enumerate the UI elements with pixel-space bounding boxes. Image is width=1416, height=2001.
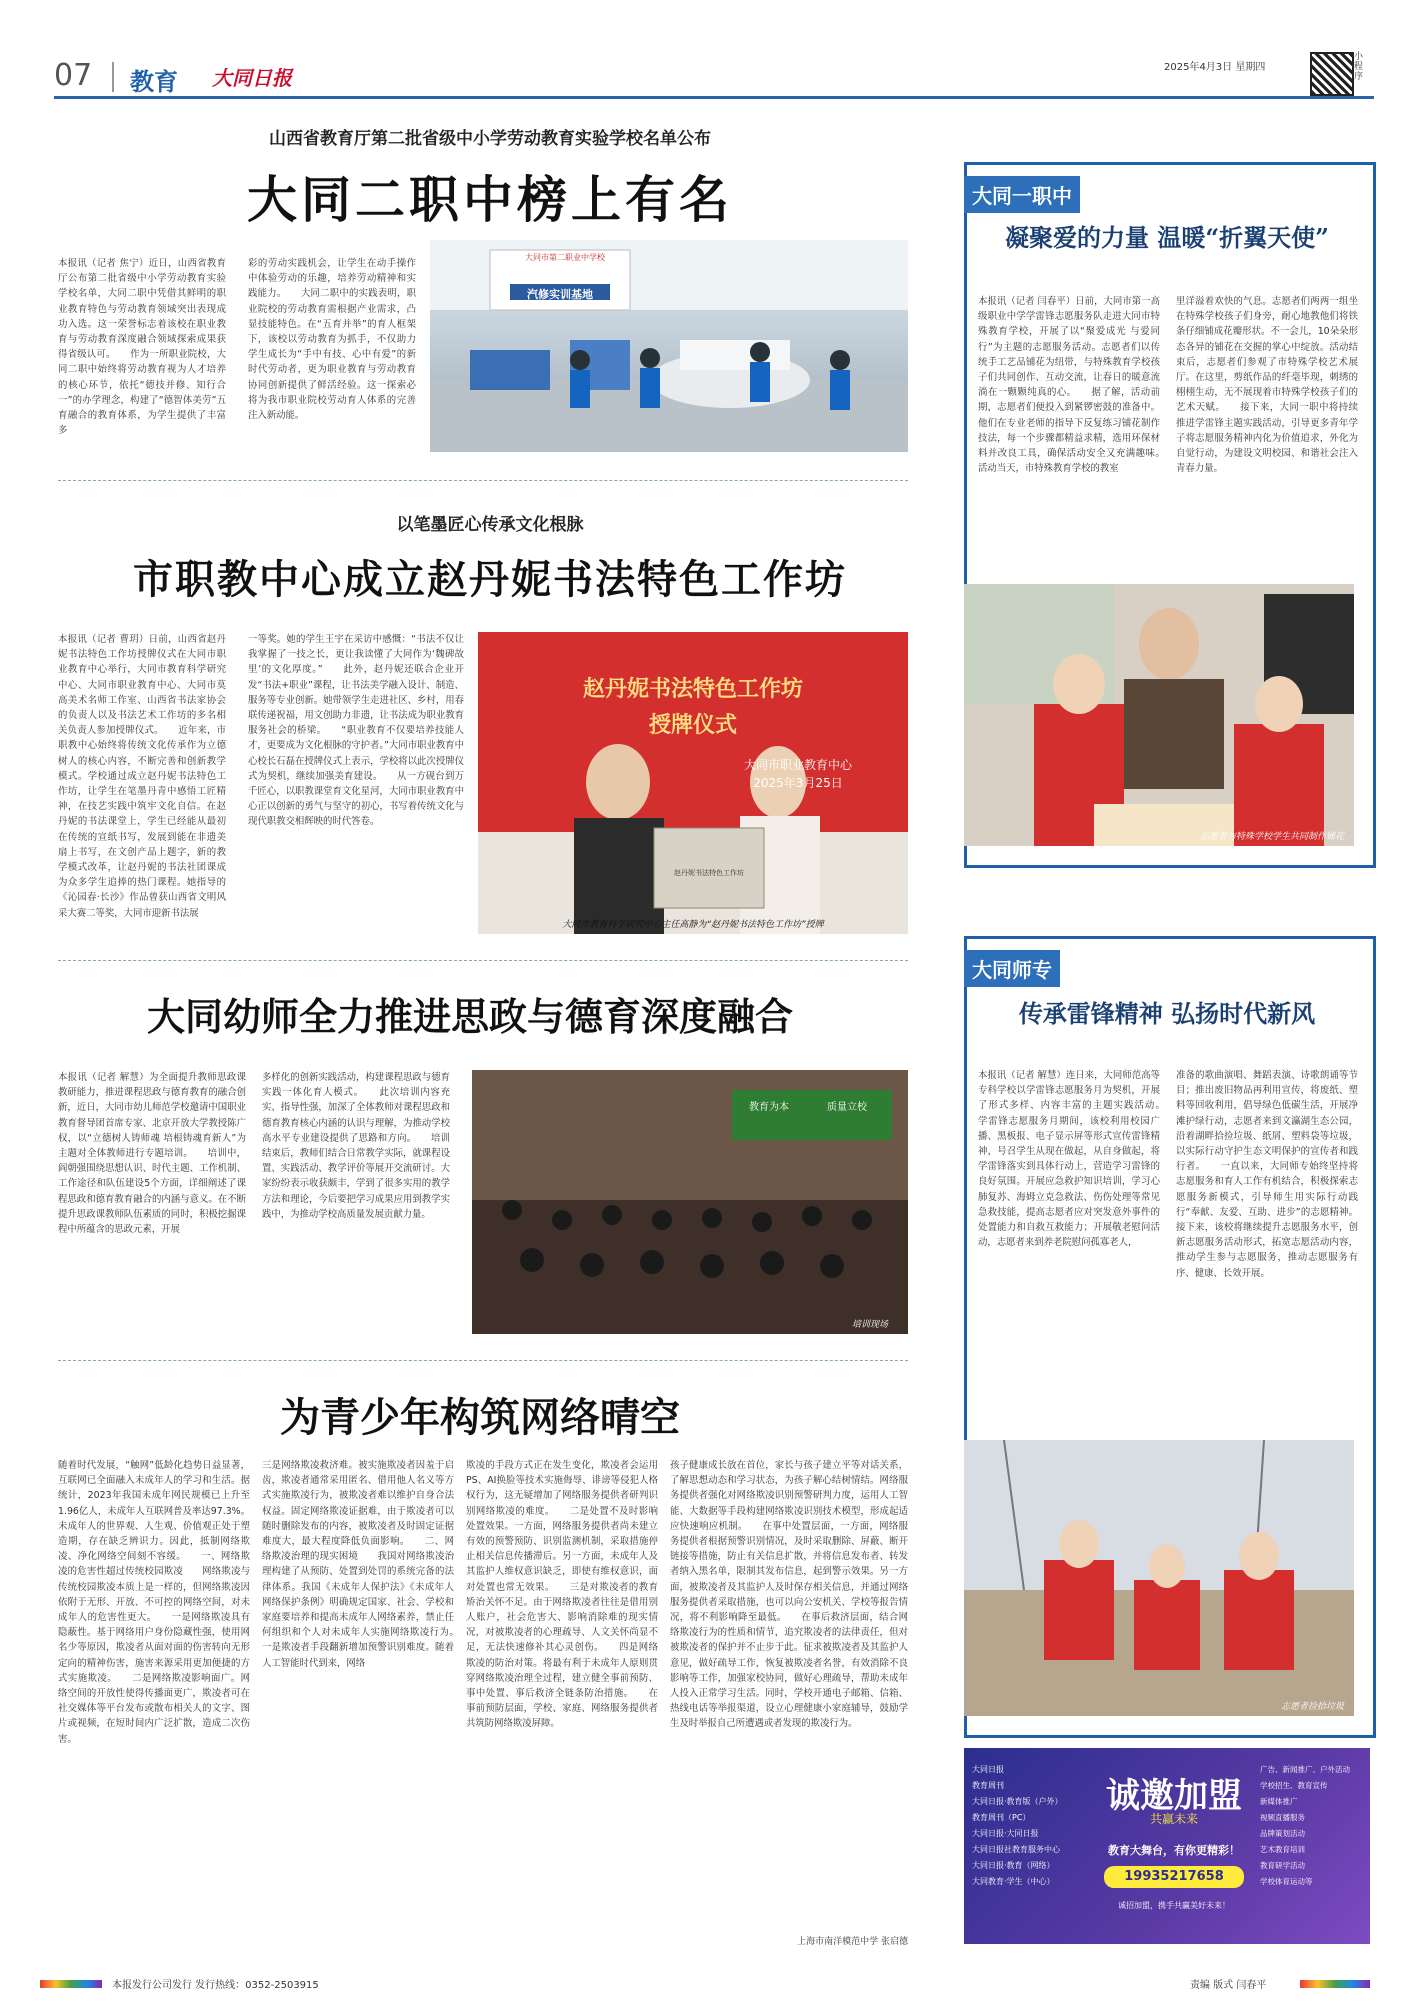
ad-subtitle: 共赢未来	[1149, 1812, 1198, 1826]
qr-label: 小程序	[1354, 52, 1364, 82]
article4-col1: 随着时代发展，“触网”低龄化趋势日益显著，互联网已全面融入未成年人的学习和生活。据统计，2023年我国未成年网民规模已上升至1.96亿人，未成年人互联网普及率达97.3%。未成年人的世界观、人生观、价值观正处于塑造期，存在缺乏辨识力。因此，抵制网络欺凌、净化网络空间刻不容缓。 一、网络欺凌的危害性超过传统校园欺凌 网络欺凌与传统校园欺凌本质上是一样的，但网络欺凌因依附于无形、开放、不可控的网络空间，对未成年人的危害性更大。 一是网络欺凌具有隐蔽性。基于网络用户身份隐藏性强，使用网名少等原因，欺凌者从面对面的伤害转向无形定向的精神伤害，施害来源采用更加便捷的方式实施欺凌。 二是网络欺凌影响面广。网络空间的开放性使得传播面更广，欺凌者可在社交媒体等平台发布或散布相关人的文字、图片或视频，在短时间内广泛扩散，造成二次伤害。	[58, 1460, 250, 1745]
poster-date: 2025年3月25日	[753, 776, 843, 790]
article1-kicker: 山西省教育厅第二批省级中小学劳动教育实验学校名单公布	[269, 129, 711, 149]
sidebar2-photo	[964, 1440, 1354, 1716]
plaque-text: 赵丹妮书法特色工作坊	[674, 869, 744, 877]
article2-col1: 本报讯（记者 曹玥）日前，山西省赵丹妮书法特色工作坊授牌仪式在大同市职业教育中心举行，大同市教育科学研究中心、大同市职业教育中心、大同市莫高美术名师工作室、山西省书法家协会的负责人以及书法艺术工作坊的多名相关负责人参加授牌仪式。 近年来，市职教中心始终将传统文化传承作为立德树人的核心内容，不断完善和创新教学模式。学校通过成立赵丹妮书法特色工作坊，让学生在笔墨丹青中感悟工匠精神，在技艺实践中筑牢文化自信。在赵丹妮的书法课堂上，学生已经能从最初在传统的宣纸书写，发展到能在非遗美扇上书写，在文创产品上题字，新的教学模式改革，让赵丹妮的书法社团课成为众多学生追捧的热门课程。她指导的《沁园春·长沙》作品曾获山西省文明风采大赛二等奖，大同市迎新书法展	[58, 634, 226, 919]
article3-photo	[472, 1070, 908, 1334]
ad-left-item: 大同日报	[972, 1765, 1004, 1774]
footer-left: 本报发行公司发行 发行热线：0352-2503915	[112, 1980, 319, 1991]
footer-right: 责编 版式 闫春平	[1190, 1980, 1267, 1991]
ad-right-item: 学校招生、教育宣传	[1260, 1781, 1328, 1790]
sidebar2-title: 传承雷锋精神 弘扬时代新风	[1018, 999, 1316, 1028]
ad-left-item: 大同日报·教育（网络）	[972, 1861, 1055, 1870]
footer-color-bar	[40, 1980, 102, 1988]
qr-code-icon	[1310, 52, 1354, 96]
screen-text-2: 质量立校	[827, 1102, 867, 1113]
ad-right-item: 艺术教育培训	[1260, 1845, 1305, 1854]
sidebar2-col1: 本报讯（记者 解慧）连日来，大同师范高等专科学校以学雷锋志愿服务月为契机，开展了形式多样、内容丰富的主题实践活动。 学雷锋志愿服务月期间，该校利用校园广播、黑板报、电子显示屏等形式宣传雷锋精神，号召学生从现在做起，从自身做起，将学雷锋落实到具体行动上，营造学习雷锋的良好氛围。开展应急救护知识培训，学习心肺复苏、海姆立克急救法、伤伤处理等常见急救技能，提高志愿者应对突发意外事件的处置能力和自救互救能力；开展敬老慰问活动，志愿者来到养老院慰问孤寡老人，	[978, 1070, 1160, 1249]
screen-text-1: 教育为本	[749, 1102, 789, 1113]
article1-col1: 本报讯（记者 焦宁）近日，山西省教育厅公布第二批省级中小学劳动教育实验学校名单，大同二职中凭借其鲜明的职业教育特色与劳动教育领域突出表现成功入选。这一荣誉标志着该校在职业教育与劳动教育深度融合领域探索成果获得省级认可。 作为一所职业院校，大同二职中始终将劳动教育视为人才培养的核心环节，依托“德技并修、知行合一”的办学理念，构建了“德智体美劳”五育融合的教育体系，为学生提供了丰富多	[58, 258, 226, 437]
issue-date: 2025年4月3日 星期四	[1164, 62, 1266, 73]
ad-right-list	[1260, 1762, 1366, 1890]
newspaper-logo: 大同日报	[212, 66, 292, 90]
ad-right-item: 视频直播服务	[1260, 1813, 1305, 1822]
sidebar2-tag: 大同师专	[964, 950, 1060, 987]
footer-color-bar-right	[1300, 1980, 1370, 1988]
poster-title-1: 赵丹妮书法特色工作坊	[582, 676, 803, 702]
poster-title-2: 授牌仪式	[648, 712, 737, 738]
article3-headline: 大同幼师全力推进思政与德育深度融合	[146, 994, 793, 1039]
advertisement[interactable]	[964, 1748, 1370, 1944]
sidebar1-tag: 大同一职中	[964, 176, 1080, 213]
ad-left-item: 大同日报社教育服务中心	[972, 1845, 1060, 1854]
ad-tagline: 诚招加盟，携手共赢美好未来！	[1118, 1901, 1230, 1910]
article2-headline: 市职教中心成立赵丹妮书法特色工作坊	[133, 556, 847, 603]
article4-headline: 为青少年构筑网络晴空	[280, 1394, 680, 1441]
masthead-divider	[112, 62, 114, 92]
ad-right-item: 教育研学活动	[1260, 1861, 1305, 1870]
sidebar1-caption: 志愿者与特殊学校学生共同制作铺花	[1199, 832, 1344, 842]
ad-phone-pill[interactable]	[1104, 1866, 1244, 1888]
article4-col4: 孩子健康成长放在首位，家长与孩子建立平等对话关系，了解思想动态和学习状态，为孩子解心结树情结。网络服务提供者强化对网络欺凌识别预警研判力度，运用人工智能、大数据等手段构建网络欺凌识别技术模型，形成起适应快速响应机制。 在事中处置层面，一方面，网络服务提供者根据预警识别情况，及时采取删除、屏蔽、断开链接等措施，防止有关信息扩散，并将信息发布者、转发者纳入黑名单，限制其发布信息，起到警示效果。另一方面，被欺凌者及其监护人及时保存相关信息，并通过网络服务提供者采取措施，也可以向公安机关、学校等报告情况，将不利影响降至最低。 在事后救济层面，结合网络欺凌行为的性质和情节，追究欺凌者的法律责任，但对被欺凌者的保护并不止步于此。征求被欺凌者及其监护人意见，做好疏导工作，恢复被欺凌者名誉，有效消除不良影响等工作，加强家校协同，做好心理疏导，帮助未成年人投入正常学习生活。同时，学校开通电子邮箱、信箱、热线电话等举报渠道，设立心理健康小家庭辅导，鼓励学生及时举报自己所遭遇或者发现的欺凌行为。	[670, 1460, 908, 1730]
article2-caption: 大同市教育科学研究中心主任高静为“赵丹妮书法特色工作坊”授牌	[562, 920, 824, 930]
ad-left-item: 教育周刊	[972, 1781, 1004, 1790]
ad-right-item: 学校体育运动等	[1260, 1877, 1313, 1886]
page-number: 07	[54, 58, 93, 93]
section-divider	[58, 1360, 908, 1361]
masthead-rule	[54, 96, 1374, 99]
article1-photo-banner: 大同市第二职业中学校	[525, 253, 605, 262]
article3-col2: 多样化的创新实践活动，构建课程思政与德育实践一体化育人模式。 此次培训内容充实、指导性强，加深了全体教师对课程思政和德育教育核心内涵的认识与理解，为推动学校高水平专业建设提供了思路和方向。 培训结束后，教师们结合日常教学实际，就课程设置、实践活动、教学评价等展开交流研讨。大家纷纷表示收获颇丰，学到了很多实用的教学方法和理论，今后要把学习成果应用到教学实践中，为推动学校高质量发展贡献力量。	[262, 1072, 450, 1220]
cleanup-illustration	[964, 1440, 1354, 1716]
article1-headline: 大同二职中榜上有名	[247, 170, 733, 229]
article2-photo	[478, 632, 908, 934]
sidebar1-photo	[964, 584, 1354, 846]
ad-right-item: 广告、新闻推广、户外活动	[1260, 1765, 1350, 1774]
ad-left-item: 大同教育·学生（中心）	[972, 1877, 1055, 1886]
article1-photo	[430, 240, 908, 452]
sidebar1-col1: 本报讯（记者 闫春平）日前，大同市第一高级职业中学学雷锋志愿服务队走进大同市特殊教育学校，开展了以“聚爱成光 与爱同行”为主题的志愿服务活动。志愿者们以传统手工艺品铺花为纽带，与特殊教育学校孩子们共同创作、互动交流，让春日的暖意流淌在一颗颗纯真的心。 据了解，活动前期，志愿者们便投入到紧锣密鼓的准备中。他们在专业老师的指导下反复练习铺花制作技法，每一个步骤都精益求精，选用环保材料并改良工具，确保活动安全又充满趣味。 活动当天，市特殊教育学校的教室	[978, 296, 1160, 475]
ad-left-list	[972, 1762, 1092, 1890]
section-name: 教育	[130, 67, 178, 96]
sidebar2-col2: 准备的歌曲演唱、舞蹈表演、诗歌朗诵等节目；推出废旧物品再利用宣传，将废纸、塑料等回收利用，倡导绿色低碳生活，开展净滩护绿行动，志愿者来到文瀛湖生态公园，沿着湖畔拾捡垃圾、纸屑、塑料袋等垃圾，以实际行动守护生态文明保护的宣传者和践行者。 一直以来，大同师专始终坚持将志愿服务和育人工作有机结合，积极探索志愿服务新模式，引导师生用实际行动践行“奉献、友爱、互助、进步”的志愿精神。接下来，该校将继续提升志愿服务水平，创新志愿服务活动形式，拓宽志愿活动内容，推动学生参与志愿服务，推动志愿服务有序、健康、长效开展。	[1176, 1070, 1358, 1279]
section-divider	[58, 960, 908, 961]
section-divider	[58, 480, 908, 481]
workshop-illustration	[430, 240, 908, 452]
ad-right-item: 新媒体推广	[1260, 1797, 1298, 1806]
article4-col2: 三是网络欺凌救济难。被实施欺凌者因羞于启齿，欺凌者通常采用匿名、借用他人名义等方式实施欺凌行为，被欺凌者难以维护自身合法权益。固定网络欺凌证据难，由于欺凌者可以随时删除发布的内容，被欺凌者及时固定证据难度大，最大程度降低负面影响。 二、网络欺凌治理的现实困境 我国对网络欺凌治理构建了从预防、处置到处罚的系统完备的法律体系。我国《未成年人保护法》《未成年人网络保护条例》明确规定国家、社会、学校和家庭要培养和提高未成年人网络素养，禁止任何组织和个人对未成年人实施网络欺凌行为。 一是欺凌者手段翻新增加预警识别难度。随着人工智能时代到来，网络	[262, 1460, 454, 1669]
article2-kicker: 以笔墨匠心传承文化根脉	[396, 515, 584, 535]
ad-right-item: 品牌策划活动	[1260, 1829, 1305, 1838]
article3-caption: 培训现场	[851, 1320, 888, 1330]
ad-left-item: 大同日报·教育版（户外）	[972, 1797, 1063, 1806]
ad-phone[interactable]: 19935217658	[1124, 1869, 1224, 1884]
classroom-illustration	[964, 584, 1354, 846]
sidebar1-title: 凝聚爱的力量 温暖“折翼天使”	[1005, 223, 1329, 252]
article2-col2: 一等奖。她的学生王宇在采访中感慨：“书法不仅让我掌握了一技之长，更让我读懂了大同作为‘魏碑故里’的文化厚度。” 此外，赵丹妮还联合企业开发“书法+职业”课程，让书法美学融入设计、制造、服务等专业创新。她带领学生走进社区、乡村，用春联传递祝福，用文创助力非遗，让书法成为职业教育服务社会的桥梁。 “职业教育不仅要培养技能人才，更要成为文化根脉的守护者。”大同市职业教育中心校长石磊在授牌仪式上表示，学校将以此次授牌仪式为契机，继续加强美育建设。 从一方砚台到万千匠心，以职教课堂育文化星河，大同市职业教育中心正以创新的勇气与坚守的初心，书写着传统文化与现代职教交相辉映的时代答卷。	[248, 634, 464, 828]
ad-slogan: 教育大舞台，有你更精彩！	[1108, 1844, 1240, 1857]
poster-org: 大同市职业教育中心	[743, 758, 852, 772]
article1-photo-sign: 汽修实训基地	[527, 288, 593, 301]
ad-left-item: 大同日报·大同日报	[972, 1829, 1039, 1838]
ad-title: 诚邀加盟	[1106, 1776, 1242, 1816]
article4-col3: 欺凌的手段方式正在发生变化，欺凌者会运用PS、AI换脸等技术实施侮辱、诽谤等侵犯人格权行为，这无疑增加了网络服务提供者研判识别网络欺凌的难度。 二是处置不及时影响处置效果。一方面，网络服务提供者尚未建立有效的预警预防、识别监测机制，采取措施停止相关信息传播滞后。另一方面，未成年人及其监护人维权意识缺乏，即使有维权意识，面对处置也常无效果。 三是对欺凌者的教育矫治关怀不足。由于网络欺凌者往往是借用别人账户，社会危害大、影响消除难的现实情况，对被欺凌者的心理疏导、人文关怀尚显不足，无法快速修补其心灵创伤。 四是网络欺凌的防治对策。将最有利于未成年人原则贯穿网络欺凌治理全过程，建立健全事前预防、事中处置、事后救济全链条防治措施。 在事前预防层面，学校、家庭、网络服务提供者共筑防网络欺凌屏障。	[466, 1460, 658, 1730]
ad-left-item: 教育周刊（PC）	[972, 1813, 1031, 1822]
article4-byline: 上海市南洋模范中学 张启德	[797, 1937, 908, 1947]
article3-col1: 本报讯（记者 解慧）为全面提升教师思政课教研能力，推进课程思政与德育教育的融合创新，近日，大同市幼儿师范学校邀请中国职业教育督导团首席专家、北京开放大学教授陈广权，以“立德树人铸师魂 培根铸魂育新人”为主题对全体教师进行专题培训。 培训中，阎朝强围绕思想认识、时代主题、工作机制、工作途径和队伍建设5个方面，详细阐述了课程思政和德育教育融合的内涵与意义。在不断提升思政课教师队伍素质的同时，积极挖掘课程中所蕴含的思政元素，开展	[58, 1072, 246, 1236]
article1-col2: 彩的劳动实践机会，让学生在动手操作中体验劳动的乐趣，培养劳动精神和实践能力。 大同二职中的实践表明，职业院校的劳动教育需根据产业需求，凸显技能特色。在“五育并举”的育人框架下，该校以劳动教育为抓手，不仅助力学生成长为“手中有技、心中有爱”的新时代劳动者，更为职业教育与劳动教育协同创新提供了鲜活经验。这一探索必将为我市职业院校劳动育人体系的完善注入新动能。	[248, 258, 416, 422]
sidebar2-caption: 志愿者捡拾垃圾	[1280, 1702, 1344, 1712]
sidebar1-col2: 里洋溢着欢快的气息。志愿者们两两一组坐在特殊学校孩子们身旁，耐心地教他们将铁条仔细铺成花瓣形状。不一会儿，10朵朵形态各异的铺花在交握的掌心中绽放。活动结束后，志愿者们参观了市特殊学校艺术展厅。在这里，剪纸作品的纤毫毕现，刺绣的栩栩生动，无不展现着市特殊学校孩子们的艺术天赋。 接下来，大同一职中将持续推进学雷锋主题实践活动，引导更多青年学子将志愿服务精神内化为价值追求，外化为自觉行动，为建设文明校园、和谐社会注入青春力量。	[1176, 296, 1358, 475]
